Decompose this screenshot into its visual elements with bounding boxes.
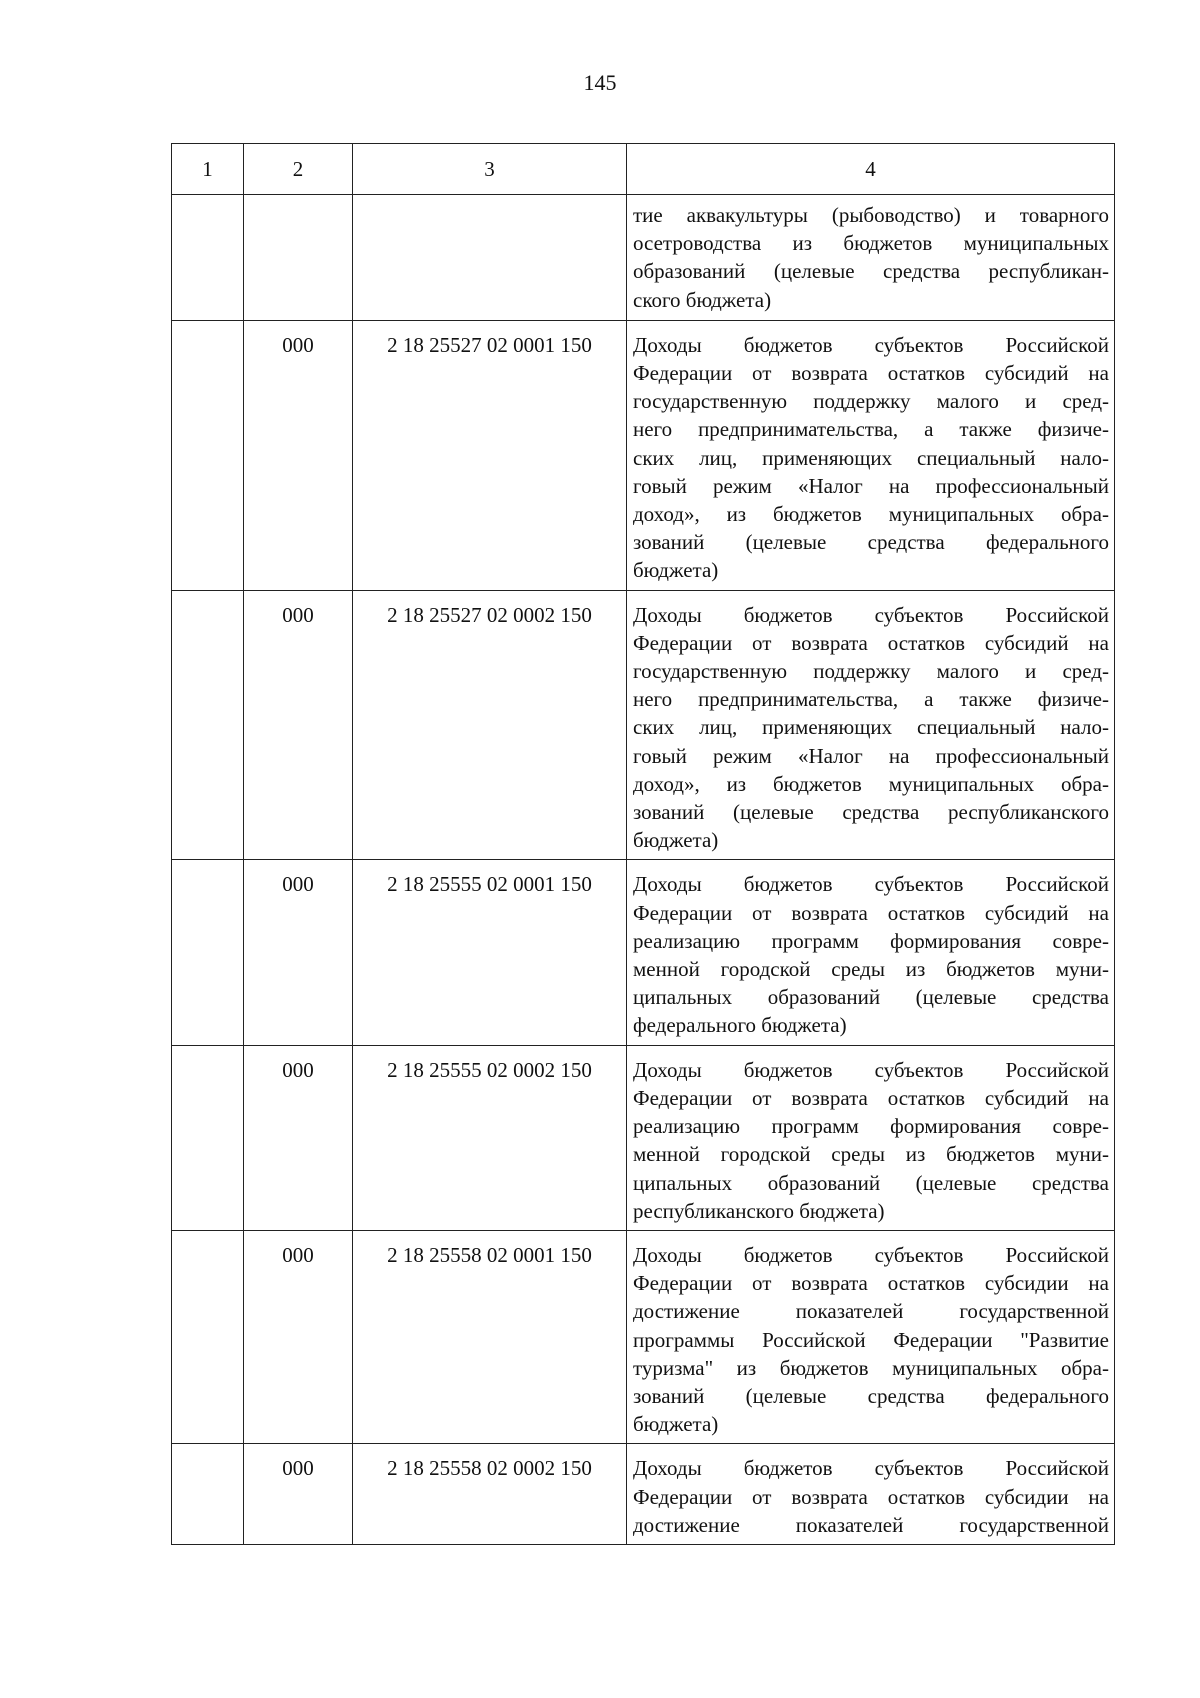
description-line: него предпринимательства, а также физиче- [633, 417, 1109, 442]
cell-admin-code: 000 [244, 320, 353, 590]
header-col-3: 3 [353, 144, 627, 195]
cell-budget-code: 2 18 25558 02 0001 150 [353, 1230, 627, 1443]
cell-col-1 [172, 590, 244, 860]
description-line: республиканского бюджета) [633, 1198, 885, 1223]
cell-col-1 [172, 195, 244, 321]
table-row [172, 860, 1115, 1045]
cell-col-1 [172, 320, 244, 590]
description-line: менной городской среды из бюджетов муни- [633, 1142, 1109, 1167]
cell-admin-code: 000 [244, 860, 353, 1045]
description-line: ского бюджета) [633, 287, 772, 312]
page-number: 145 [583, 70, 617, 95]
cell-description [627, 1045, 1115, 1230]
description-line: ских лиц, применяющих специальный нало- [633, 715, 1109, 740]
description-line: менной городской среды из бюджетов муни- [633, 957, 1109, 982]
description-line: федерального бюджета) [633, 1013, 847, 1038]
cell-budget-code: 2 18 25555 02 0002 150 [353, 1045, 627, 1230]
description-line: программы Российской Федерации "Развитие [633, 1327, 1109, 1352]
description-line: говый режим «Налог на профессиональный [633, 743, 1109, 768]
description-line: бюджета) [633, 828, 719, 853]
table-row [172, 195, 1115, 321]
table-row [172, 1045, 1115, 1230]
description-line: Доходы бюджетов субъектов Российской [633, 872, 1109, 897]
description-line: бюджета) [633, 558, 719, 583]
description-line: доход», из бюджетов муниципальных обра- [633, 771, 1109, 796]
description-line: Федерации от возврата остатков субсидий на [633, 900, 1109, 925]
header-col-4: 4 [627, 144, 1115, 195]
description-line: зований (целевые средства федерального [633, 530, 1109, 555]
cell-description [627, 320, 1115, 590]
table-body [172, 144, 1115, 1545]
description-line: государственную поддержку малого и сред- [633, 659, 1109, 684]
description-line: Доходы бюджетов субъектов Российской [633, 332, 1109, 357]
cell-admin-code: 000 [244, 1045, 353, 1230]
description-line: Доходы бюджетов субъектов Российской [633, 1242, 1109, 1267]
description-line: тие аквакультуры (рыбоводство) и товарного [633, 203, 1109, 227]
cell-description [627, 860, 1115, 1045]
cell-budget-code [353, 195, 627, 321]
table-row [172, 590, 1115, 860]
description-line: Федерации от возврата остатков субсидий на [633, 361, 1109, 386]
cell-admin-code: 000 [244, 590, 353, 860]
description-line: говый режим «Налог на профессиональный [633, 473, 1109, 498]
header-col-2: 2 [244, 144, 353, 195]
description-line: Федерации от возврата остатков субсидии на [633, 1271, 1109, 1296]
description-line: реализацию программ формирования совре- [633, 928, 1109, 953]
cell-col-1 [172, 1045, 244, 1230]
description-line: него предпринимательства, а также физиче- [633, 687, 1109, 712]
cell-budget-code: 2 18 25555 02 0001 150 [353, 860, 627, 1045]
cell-admin-code [244, 195, 353, 321]
description-line: осетроводства из бюджетов муниципальных [633, 231, 1109, 256]
table-row [172, 1444, 1115, 1545]
cell-description [627, 195, 1115, 321]
cell-col-1 [172, 1230, 244, 1443]
description-line: бюджета) [633, 1412, 719, 1437]
table-header-row [172, 144, 1115, 195]
description-line: Доходы бюджетов субъектов Российской [633, 602, 1109, 627]
description-line: образований (целевые средства республикан- [633, 259, 1109, 284]
cell-description [627, 1230, 1115, 1443]
description-line: ских лиц, применяющих специальный нало- [633, 445, 1109, 470]
budget-codes-table [171, 143, 1115, 1545]
header-col-1: 1 [172, 144, 244, 195]
cell-col-1 [172, 1444, 244, 1545]
description-line: Доходы бюджетов субъектов Российской [633, 1057, 1109, 1082]
description-line: Федерации от возврата остатков субсидий на [633, 1085, 1109, 1110]
cell-admin-code: 000 [244, 1444, 353, 1545]
description-line: зований (целевые средства республиканского [633, 800, 1109, 825]
description-line: достижение показателей государственной [633, 1299, 1109, 1324]
cell-description [627, 1444, 1115, 1545]
cell-budget-code: 2 18 25527 02 0001 150 [353, 320, 627, 590]
description-line: ципальных образований (целевые средства [633, 985, 1109, 1010]
cell-col-1 [172, 860, 244, 1045]
description-line: Федерации от возврата остатков субсидий на [633, 630, 1109, 655]
table-row [172, 1230, 1115, 1443]
description-line: Доходы бюджетов субъектов Российской [633, 1456, 1109, 1481]
description-line: достижение показателей государственной [633, 1512, 1109, 1537]
description-line: ципальных образований (целевые средства [633, 1170, 1109, 1195]
description-line: доход», из бюджетов муниципальных обра- [633, 502, 1109, 527]
description-line: Федерации от возврата остатков субсидии на [633, 1484, 1109, 1509]
table-row [172, 320, 1115, 590]
cell-budget-code: 2 18 25527 02 0002 150 [353, 590, 627, 860]
description-line: государственную поддержку малого и сред- [633, 389, 1109, 414]
description-line: реализацию программ формирования совре- [633, 1114, 1109, 1139]
cell-description [627, 590, 1115, 860]
cell-budget-code: 2 18 25558 02 0002 150 [353, 1444, 627, 1545]
cell-admin-code: 000 [244, 1230, 353, 1443]
description-line: зований (целевые средства федерального [633, 1383, 1109, 1408]
description-line: туризма" из бюджетов муниципальных обра- [633, 1355, 1109, 1380]
